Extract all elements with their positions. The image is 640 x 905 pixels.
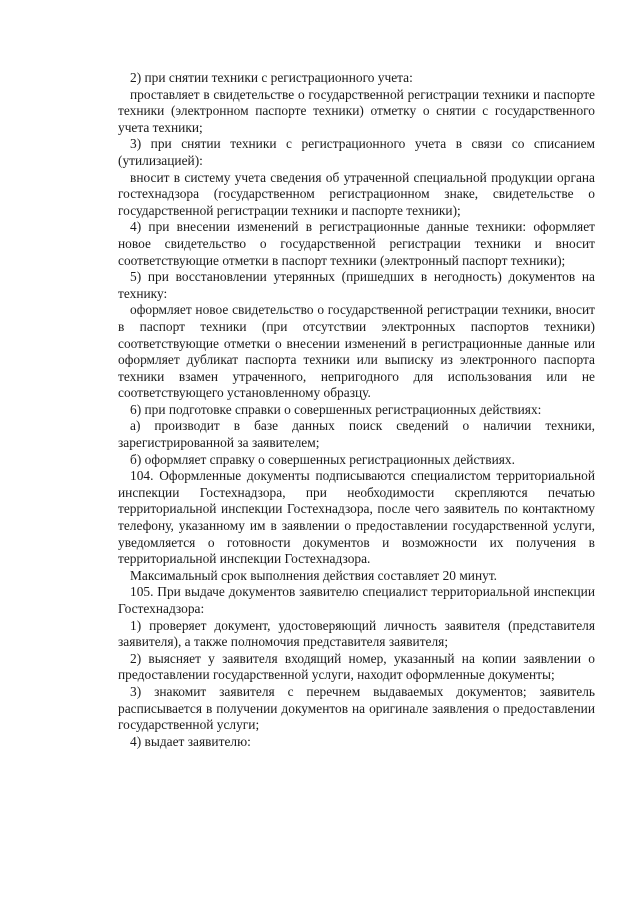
paragraph-5-restoration-action: оформляет новое свидетельство о государственной регистрации техники, вносит в паспорт техники (при отсутствии электронных паспортов техники) соответствующие отметки о внесении изменений в регистрационные данные или оформляет дубликат паспорта техники или выписку из электронного паспорта техники взамен утраченного, непригодного для использования или не соответствующего установленному образцу. [118, 302, 595, 401]
paragraph-105-3: 3) знакомит заявителя с перечнем выдаваемых документов; заявитель расписывается в получении документов на оригинале заявления о предоставлении государственной услуги; [118, 683, 595, 733]
paragraph-5-restoration: 5) при восстановлении утерянных (пришедших в негодность) документов на технику: [118, 269, 595, 301]
paragraph-4-changes: 4) при внесении изменений в регистрационные данные техники: оформляет новое свидетельство о государственной регистрации техники и вносит соответствующие отметки в паспорт техники (электронный паспорт техники); [118, 219, 595, 268]
paragraph-6-certificate: 6) при подготовке справки о совершенных регистрационных действиях: [130, 401, 542, 417]
paragraph-3-write-off: 3) при снятии техники с регистрационного учета в связи со списанием (утилизацией): [118, 136, 595, 168]
paragraph-2-deregistration-action: проставляет в свидетельстве о государственной регистрации техники и паспорте техники (электронном паспорте техники) отметку о снятии с государственного учета техники; [118, 86, 595, 135]
paragraph-max-time: Максимальный срок выполнения действия составляет 20 минут. [130, 567, 498, 583]
paragraph-6b: б) оформляет справку о совершенных регистрационных действиях. [130, 451, 515, 467]
paragraph-105: 105. При выдаче документов заявителю специалист территориальной инспекции Гостехнадзора: [118, 584, 595, 616]
paragraph-6a: а) производит в базе данных поиск сведений о наличии техники, зарегистрированной за заявителем; [118, 418, 595, 451]
document-body [118, 70, 595, 750]
paragraph-104: 104. Оформленные документы подписываются специалистом территориальной инспекции Гостехнадзора, при необходимости скрепляются печатью территориальной инспекции Гостехнадзора, после чего заявитель по контактному телефону, указанному им в заявлении о предоставлении государственной услуги, уведомляется о готовности документов и возможности их получения в территориальной инспекции Гостехнадзора. [118, 468, 595, 567]
paragraph-3-write-off-action: вносит в систему учета сведения об утраченной специальной продукции органа гостехнадзора (государственном регистрационном знаке, свидетельстве о государственной регистрации техники и паспорте техники); [118, 169, 595, 218]
paragraph-2-deregistration: 2) при снятии техники с регистрационного учета: [130, 70, 413, 85]
paragraph-105-2: 2) выясняет у заявителя входящий номер, указанный на копии заявлении о предоставлении государственной услуги, находит оформленные документы; [118, 650, 595, 683]
paragraph-105-4: 4) выдает заявителю: [130, 733, 251, 749]
paragraph-105-1: 1) проверяет документ, удостоверяющий личность заявителя (представителя заявителя), а также полномочия представителя заявителя; [118, 617, 595, 650]
